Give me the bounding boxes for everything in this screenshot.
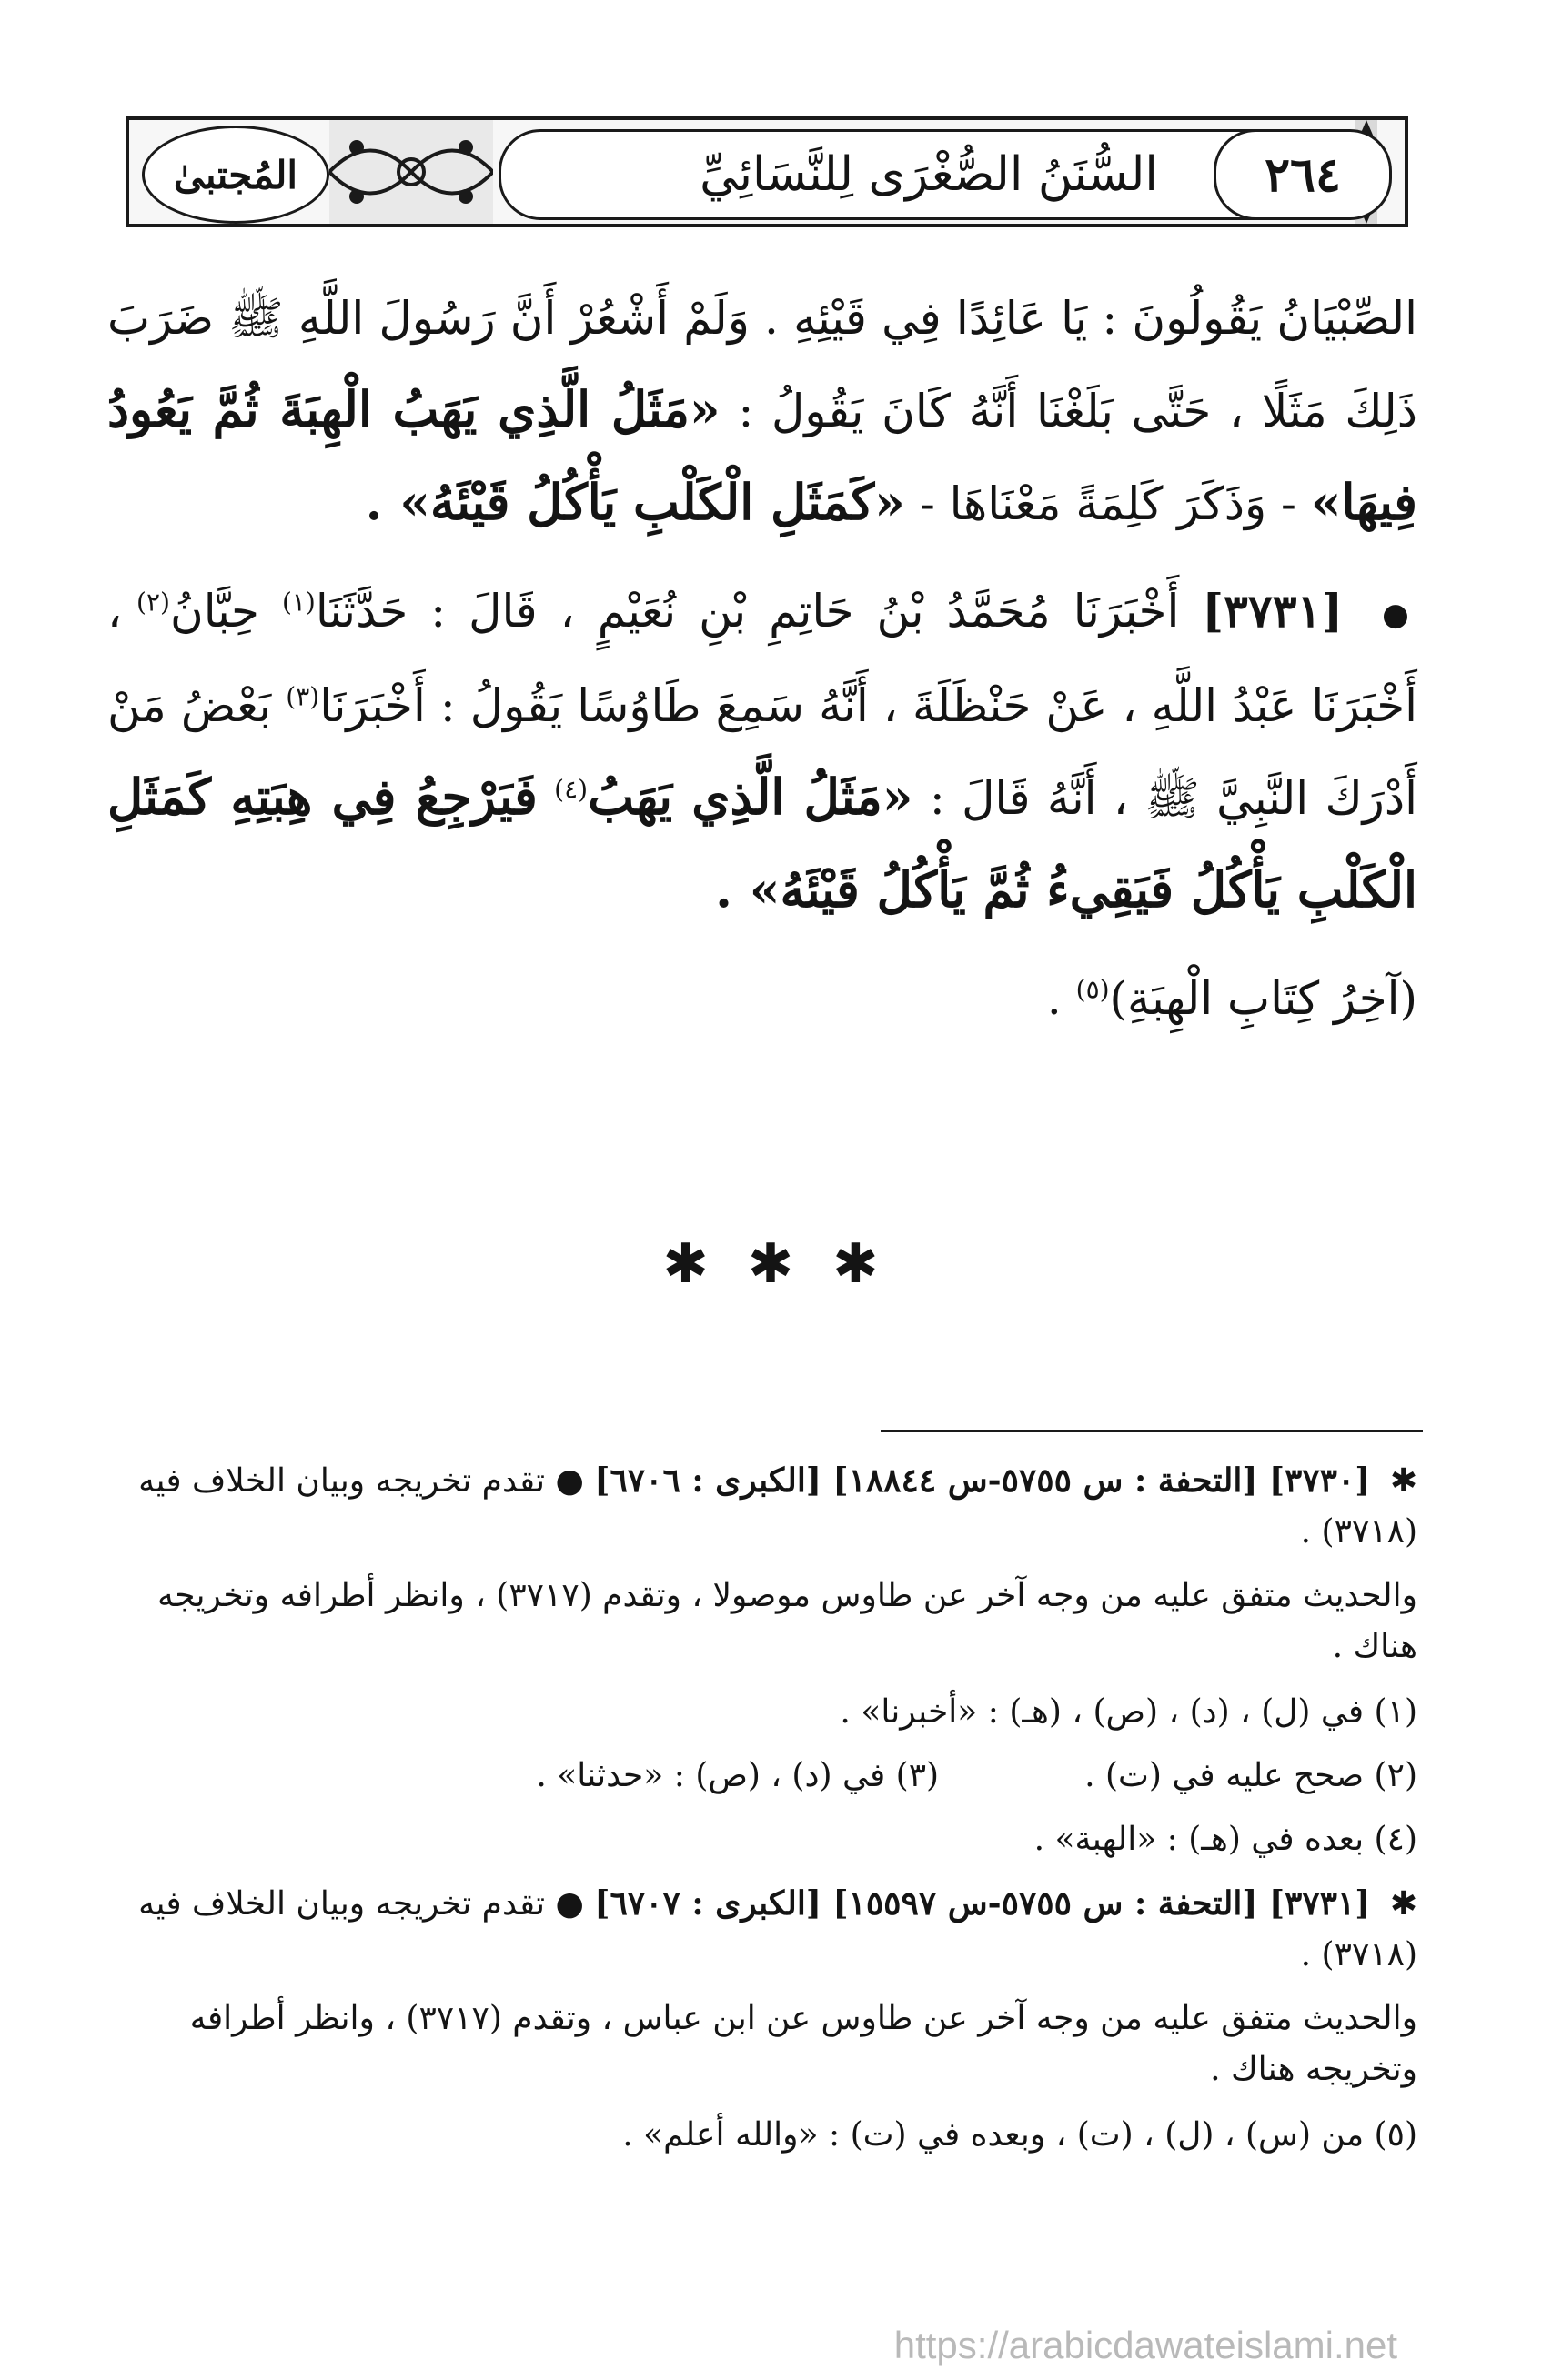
footnote-marker-5: (٥) (1075, 974, 1110, 1005)
p2-text-d: بَعْضُ مَنْ أَدْرَكَ النَّبِيَّ ﷺ ، أَنَّهُ قَالَ : (107, 679, 1417, 825)
footnote-text-3730: ● تقدم تخريجه وبيان الخلاف فيه (٣٧١٨) . (138, 1462, 1417, 1551)
p1-quote-1: «مَثَلُ الَّذِي يَهَبُ الْهِبَةَ ثُمَّ يَعُودُ فِيهَا» (107, 380, 1417, 531)
star-icon: ✱ (1389, 1462, 1417, 1500)
page-number: ٢٦٤ (1214, 129, 1392, 220)
star-icon: ✱ (1389, 1885, 1417, 1923)
footnote-ref-3731: [٣٧٣١] [التحفة : س ٥٧٥٥-س ١٥٥٩٧] [الكبرى : ٦٧٠٧] (594, 1884, 1371, 1923)
watermark-url: https://arabicdawateislami.net (893, 2324, 1397, 2366)
p2-quote-b: فَيَرْجِعُ فِي هِبَتِهِ كَمَثَلِ الْكَلْبِ يَأْكُلُ فَيَقِيءُ ثُمَّ يَأْكُلُ قَيْئَهُ» . (107, 768, 1417, 919)
footnote-ref-3730: [٣٧٣٠] [التحفة : س ٥٧٥٥-س ١٨٨٤٤] [الكبرى : ٦٧٠٦] (594, 1461, 1371, 1500)
paragraph-1 (107, 273, 1417, 549)
footnote-hadith-3731 (107, 1878, 1417, 2095)
page-header (126, 116, 1408, 227)
p2-text-a: أَخْبَرَنَا مُحَمَّدُ بْنُ حَاتِمِ بْنِ نُعَيْمٍ ، قَالَ : حَدَّثَنَا (315, 585, 1180, 638)
footnote-text-3731-b: والحديث متفق عليه من وجه آخر عن طاوس عن ابن عباس ، وتقدم (٣٧١٧) ، وانظر أطرافه وتخريجه هناك . (189, 2000, 1417, 2088)
footnote-text-3730-b: والحديث متفق عليه من وجه آخر عن طاوس موصولا ، وتقدم (٣٧١٧) ، وانظر أطرافه وتخريجه هناك . (157, 1577, 1417, 1665)
header-title: السُّنَنُ الصُّغْرَى لِلنَّسَائِيِّ (499, 129, 1359, 220)
footnote-marker-4: (٤) (554, 774, 589, 805)
footnotes (107, 1455, 1417, 2174)
book-ending (107, 953, 1417, 1044)
p1-quote-2: «كَمَثَلِ الْكَلْبِ يَأْكُلُ قَيْئَهُ» . (365, 473, 905, 531)
p1-text: الصِّبْيَانُ يَقُولُونَ : يَا عَائِدًا فِي قَيْئِهِ . وَلَمْ أَشْعُرْ أَنَّ رَسُولَ اللَّهِ ﷺ ضَرَبَ ذَلِكَ مَثَلًا ، حَتَّى بَلَغْنَا أَنَّهُ كَانَ يَقُولُ : (107, 292, 1417, 437)
p2-text-b: حِبَّانُ (169, 585, 259, 638)
main-text (107, 273, 1417, 1060)
p1-mid: - وَذَكَرَ كَلِمَةً مَعْنَاهَا - (919, 477, 1296, 530)
header-badge: المُجتبىٰ (142, 126, 329, 224)
p2-text-c: ، أَخْبَرَنَا عَبْدُ اللَّهِ ، عَنْ حَنْظَلَةَ ، أَنَّهُ سَمِعَ طَاوُسًا يَقُولُ : أَخْبَرَنَا (107, 585, 1417, 732)
footnote-hadith-3730 (107, 1455, 1417, 1672)
hadith-number: [٣٧٣١] (1202, 584, 1344, 638)
footnote-marker-2: (٢) (136, 587, 170, 618)
footnote-3: (٣) في (د) ، (ص) : «حدثنا» . (536, 1757, 940, 1794)
ending-text: (آخِرُ كِتَابِ الْهِبَةِ) (1109, 972, 1417, 1025)
footnote-marker-1: (١) (281, 587, 316, 618)
footnote-4: (٤) بعده في (هـ) : «الهبة» . (1033, 1821, 1417, 1858)
ending-dot: . (1046, 972, 1062, 1025)
footnote-1: (١) في (ل) ، (د) ، (ص) ، (هـ) : «أخبرنا» . (840, 1693, 1417, 1731)
footnote-2: (٢) صحح عليه في (ت) . (1084, 1757, 1417, 1794)
bullet-icon: ● (1382, 597, 1417, 633)
section-separator: ✱ ✱ ✱ (662, 1232, 890, 1296)
footnote-divider (881, 1430, 1423, 1432)
header-ornament-left (329, 120, 493, 224)
footnote-row-2-3 (107, 1751, 1417, 1802)
footnote-text-3731: ● تقدم تخريجه وبيان الخلاف فيه (٣٧١٨) . (138, 1885, 1417, 1973)
footnote-marker-3: (٣) (286, 681, 320, 712)
p2-quote-a: «مَثَلُ الَّذِي يَهَبُ (588, 768, 913, 826)
footnote-5: (٥) من (س) ، (ل) ، (ت) ، وبعده في (ت) : «والله أعلم» . (622, 2116, 1417, 2154)
paragraph-2 (107, 566, 1417, 937)
